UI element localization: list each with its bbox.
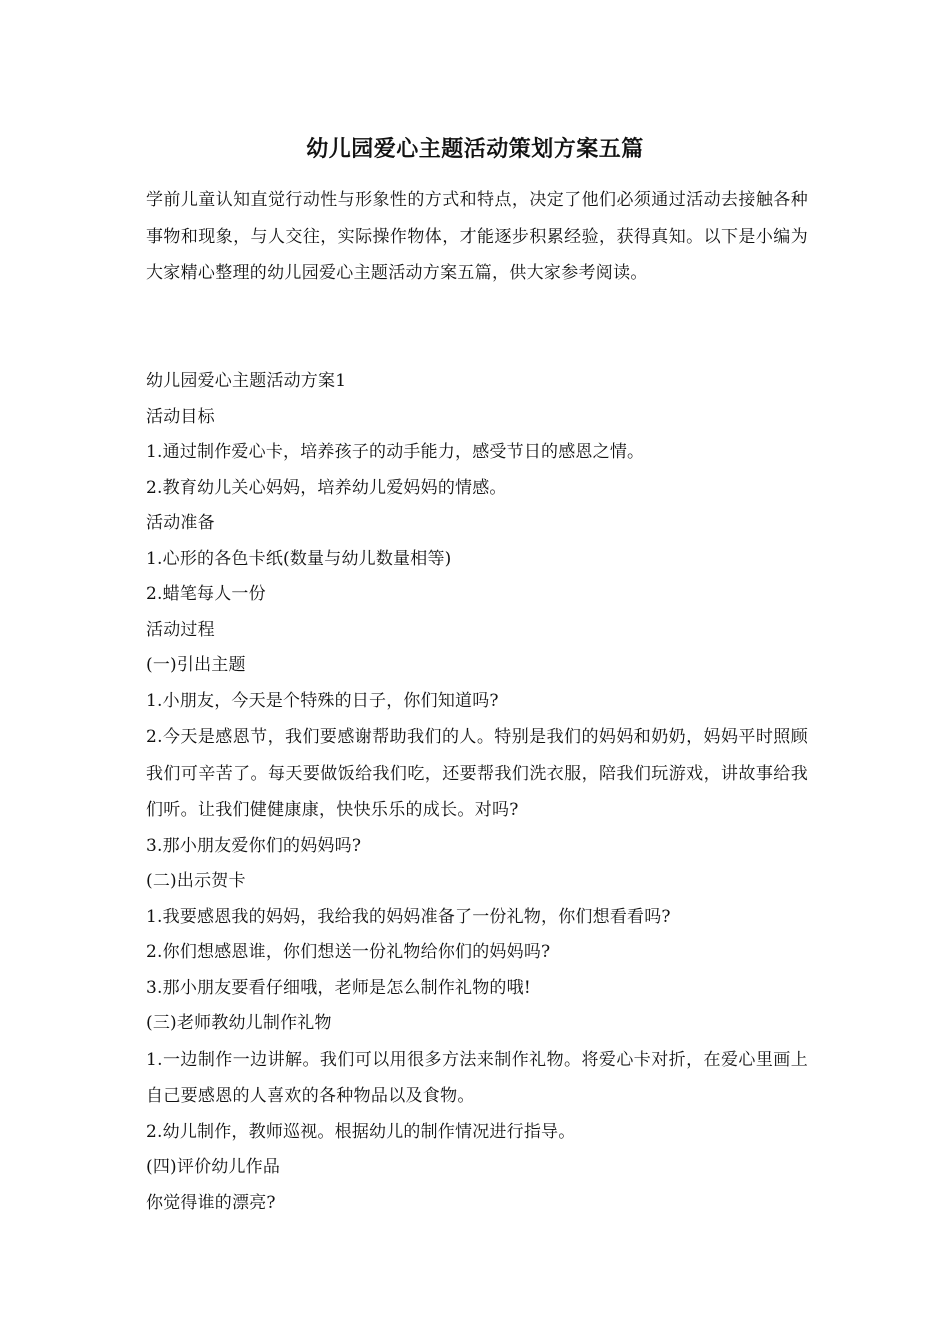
- prep-item: 1.心形的各色卡纸(数量与幼儿数量相等): [146, 548, 452, 569]
- process-item: 1.小朋友，今天是个特殊的日子，你们知道吗?: [146, 690, 499, 711]
- prep-item: 2.蜡笔每人一份: [146, 584, 266, 604]
- process-item: 2.你们想感恩谁，你们想送一份礼物给你们的妈妈吗?: [146, 942, 551, 962]
- goal-item: 1.通过制作爱心卡，培养孩子的动手能力，感受节日的感恩之情。: [146, 442, 645, 462]
- process-item: 2.今天是感恩节，我们要感谢帮助我们的人。特别是我们的妈妈和奶奶，妈妈平时照顾我们可辛苦了。每天要做饭给我们吃，还要帮我们洗衣服，陪我们玩游戏，讲故事给我们听。让我们健健康康，快快乐乐的成长。对吗?: [146, 727, 808, 820]
- document-body: [146, 364, 808, 1221]
- prep-heading: 活动准备: [146, 513, 215, 533]
- process-item: 1.我要感恩我的妈妈，我给我的妈妈准备了一份礼物，你们想看看吗?: [146, 906, 671, 927]
- part-heading: (一)引出主题: [146, 655, 246, 675]
- goal-heading: 活动目标: [146, 406, 215, 427]
- section-heading: 幼儿园爱心主题活动方案1: [146, 371, 347, 391]
- part-heading: (三)老师教幼儿制作礼物: [146, 1013, 332, 1033]
- document-title: 幼儿园爱心主题活动策划方案五篇: [306, 136, 644, 162]
- process-item: 3.那小朋友爱你们的妈妈吗?: [146, 835, 362, 856]
- intro-paragraph: 学前儿童认知直觉行动性与形象性的方式和特点，决定了他们必须通过活动去接触各种事物和现象，与人交往，实际操作物体，才能逐步积累经验，获得真知。以下是小编为大家精心整理的幼儿园爱心主题活动方案五篇，供大家参考阅读。: [146, 190, 808, 283]
- process-item: 3.那小朋友要看仔细哦，老师是怎么制作礼物的哦!: [146, 977, 531, 998]
- process-item: 2.幼儿制作，教师巡视。根据幼儿的制作情况进行指导。: [146, 1121, 576, 1142]
- goal-item: 2.教育幼儿关心妈妈，培养幼儿爱妈妈的情感。: [146, 477, 507, 498]
- process-heading: 活动过程: [146, 619, 215, 640]
- process-item: 1.一边制作一边讲解。我们可以用很多方法来制作礼物。将爱心卡对折，在爱心里画上自己要感恩的人喜欢的各种物品以及食物。: [146, 1049, 808, 1106]
- part-heading: (二)出示贺卡: [146, 871, 246, 891]
- part-heading: (四)评价幼儿作品: [146, 1157, 281, 1177]
- process-item: 你觉得谁的漂亮?: [146, 1192, 276, 1213]
